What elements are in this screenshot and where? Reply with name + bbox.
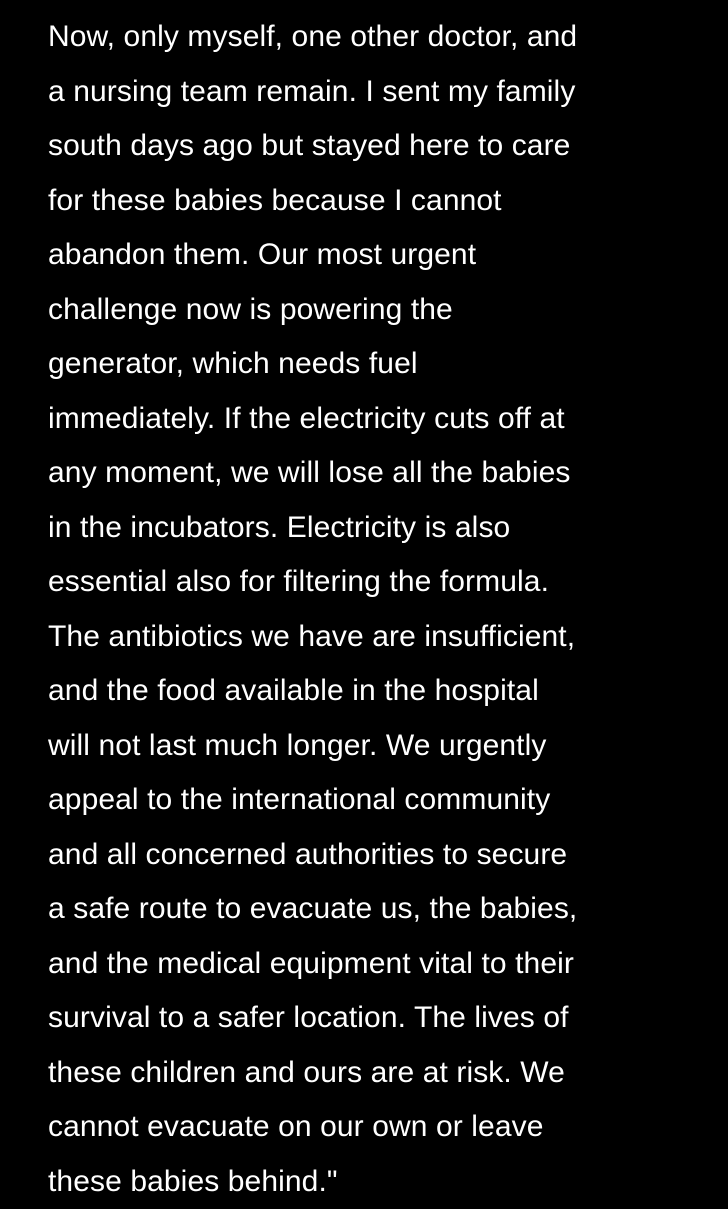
text-line: challenge now is powering the	[48, 283, 718, 338]
text-line: in the incubators. Electricity is also	[48, 501, 718, 556]
text-line: The antibiotics we have are insufficient,	[48, 610, 718, 665]
text-line: these babies behind."	[48, 1155, 718, 1209]
text-line: will not last much longer. We urgently	[48, 719, 718, 774]
text-line: abandon them. Our most urgent	[48, 228, 718, 283]
article-text	[48, 10, 718, 1209]
text-line: any moment, we will lose all the babies	[48, 446, 718, 501]
text-line: survival to a safer location. The lives of	[48, 991, 718, 1046]
text-line: for these babies because I cannot	[48, 174, 718, 229]
text-line: a safe route to evacuate us, the babies,	[48, 882, 718, 937]
text-line: these children and ours are at risk. We	[48, 1046, 718, 1101]
text-line: and the food available in the hospital	[48, 664, 718, 719]
text-line: appeal to the international community	[48, 773, 718, 828]
text-line: cannot evacuate on our own or leave	[48, 1100, 718, 1155]
text-line: south days ago but stayed here to care	[48, 119, 718, 174]
text-line: Now, only myself, one other doctor, and	[48, 10, 718, 65]
text-line: and the medical equipment vital to their	[48, 937, 718, 992]
text-line: immediately. If the electricity cuts off at	[48, 392, 718, 447]
text-line: generator, which needs fuel	[48, 337, 718, 392]
text-line: a nursing team remain. I sent my family	[48, 65, 718, 120]
text-line: and all concerned authorities to secure	[48, 828, 718, 883]
text-line: essential also for filtering the formula.	[48, 555, 718, 610]
